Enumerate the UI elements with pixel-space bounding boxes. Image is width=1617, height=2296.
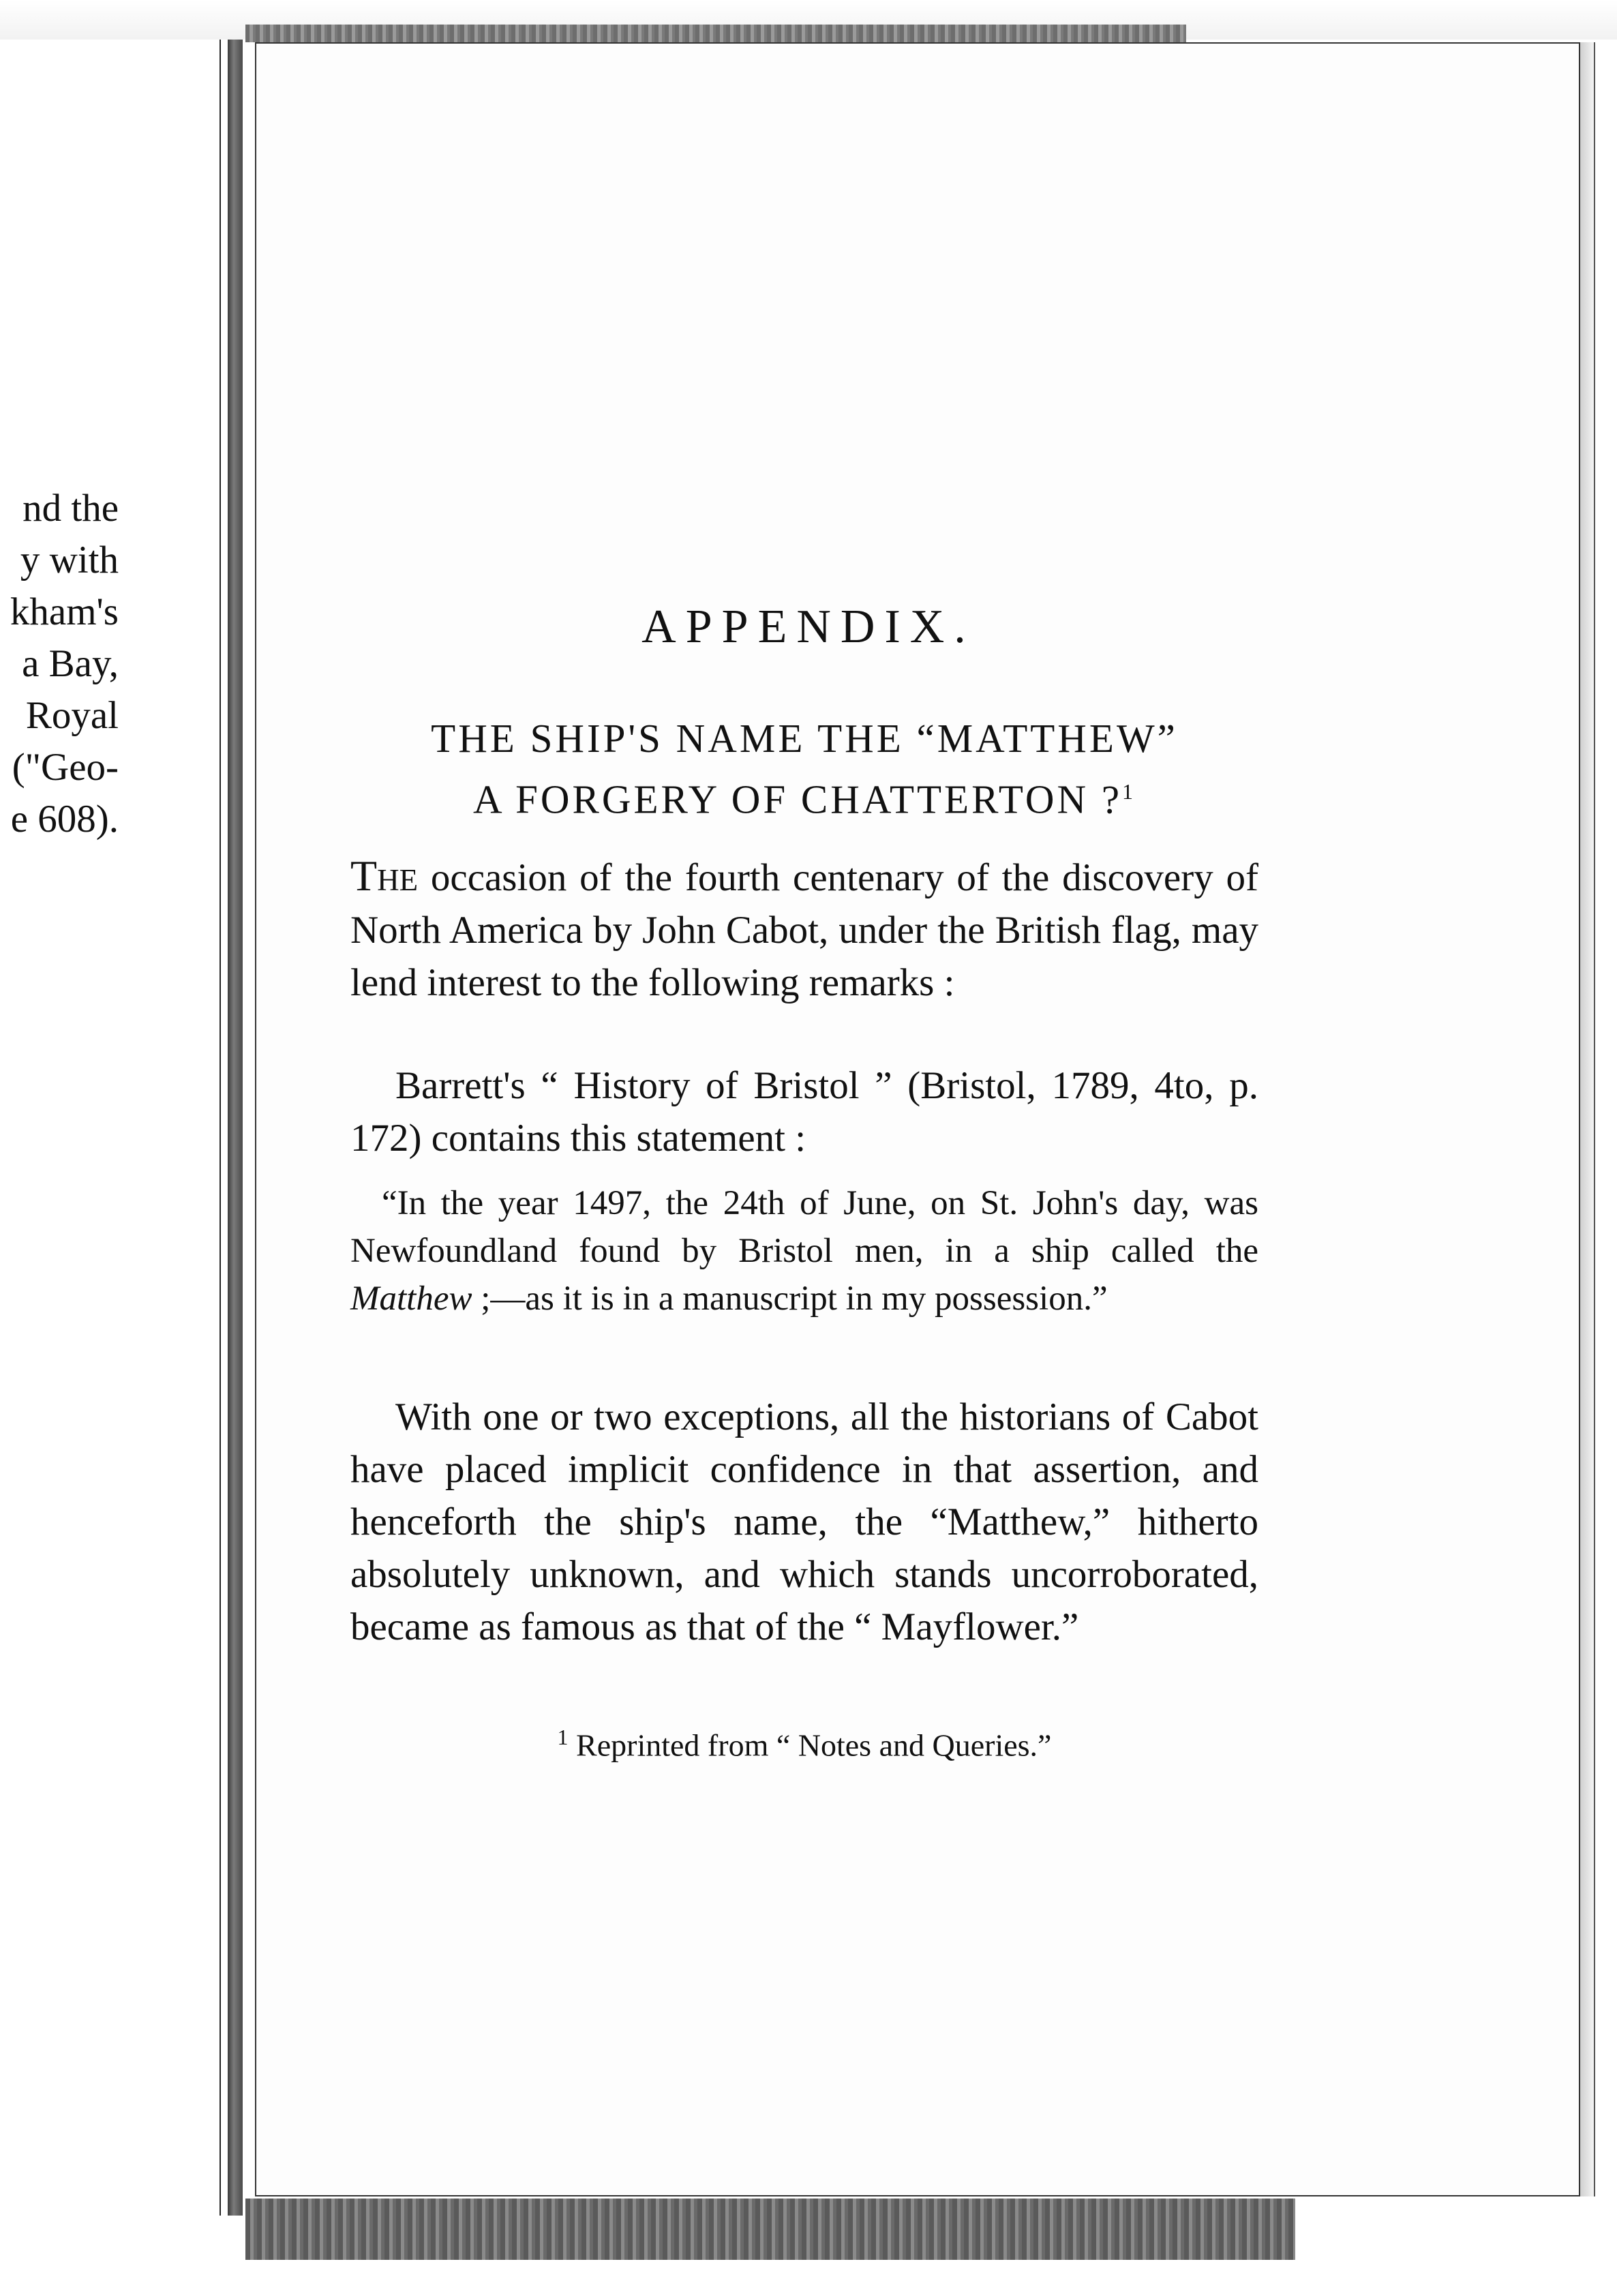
footnote-reference: 1	[1122, 779, 1136, 804]
paragraph-1-text: occasion of the fourth centenary of the discovery of North America by John Cabot, under the British flag, may lend interest to the following remarks :	[350, 856, 1258, 1004]
chapter-subtitle	[341, 712, 1268, 826]
subtitle-line-2	[341, 765, 1268, 826]
quote-text-start: “In the year 1497, the 24th of June, on St. John's day, was Newfoundland found by Bristol men, in a ship called the	[350, 1184, 1258, 1270]
left-page-fragment: a Bay,	[22, 642, 119, 685]
left-page-fragment: e 608).	[10, 798, 119, 841]
block-quote	[350, 1179, 1258, 1323]
ship-name-italic: Matthew	[350, 1280, 472, 1318]
scan-bottom-edge	[0, 2216, 245, 2296]
paragraph-1	[350, 849, 1258, 1009]
page-title: APPENDIX.	[641, 601, 976, 653]
gutter	[221, 40, 228, 2216]
page-edge	[1580, 42, 1595, 2196]
book-spine	[228, 40, 243, 2216]
quote-text-end: ;—as it is in a manuscript in my possession.”	[472, 1280, 1108, 1318]
footnote	[350, 1725, 1258, 1763]
paragraph-lead-word: The	[350, 851, 419, 900]
paragraph-2	[350, 1059, 1258, 1164]
footnote-text: Reprinted from “ Notes and Queries.”	[568, 1727, 1052, 1763]
left-page	[0, 40, 221, 2216]
subtitle-line-2-text: A FORGERY OF CHATTERTON ?	[472, 776, 1123, 822]
left-page-fragment: y with	[20, 539, 119, 581]
subtitle-line-1: THE SHIP'S NAME THE “MATTHEW”	[431, 716, 1178, 761]
paragraph-3	[350, 1391, 1258, 1653]
footnote-mark: 1	[557, 1725, 569, 1749]
left-page-fragment: kham's	[10, 590, 119, 633]
paragraph-3-text: With one or two exceptions, all the historians of Cabot have placed implicit confidence in that assertion, and henceforth the ship's name, the “Matthew,” hitherto absolutely unknown, and which stands uncorroborated, became as famous as that of the “ Mayflower.”	[350, 1395, 1258, 1648]
binding-top-strip	[245, 25, 1186, 42]
binding-bottom-strip	[245, 2199, 1295, 2260]
paragraph-2-text: Barrett's “ History of Bristol ” (Bristol, 1789, 4to, p. 172) contains this statement :	[350, 1064, 1258, 1160]
left-page-fragment: Royal	[25, 694, 119, 737]
left-page-fragment: nd the	[22, 487, 119, 530]
left-page-fragment: ("Geo-	[12, 746, 119, 789]
